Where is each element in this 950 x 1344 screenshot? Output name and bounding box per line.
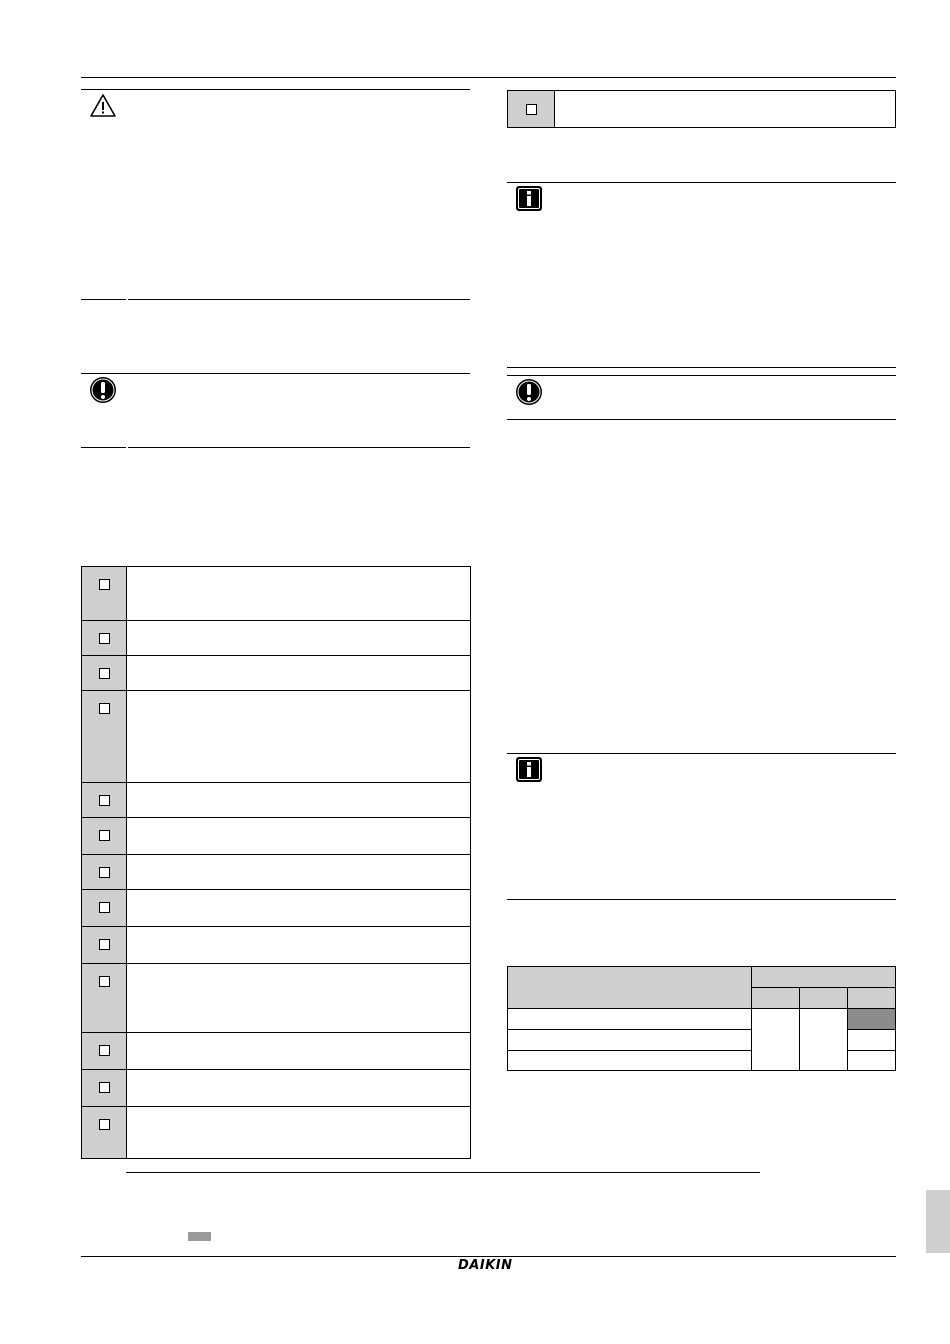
checklist-row: [82, 926, 470, 963]
table-header-group-cell: [752, 967, 895, 988]
caution-block-bottom-rule-right: [128, 447, 470, 448]
table-row-label: [508, 1051, 752, 1070]
checkbox-icon[interactable]: [99, 795, 110, 806]
caution-block-top-rule-right: [507, 375, 896, 376]
info-block-bottom-rule: [507, 367, 896, 368]
checklist-row: [82, 817, 470, 854]
info-block-bottom-rule: [507, 899, 896, 900]
table-subheader-cell: [800, 988, 848, 1009]
checklist-row: [82, 1106, 470, 1158]
checkbox-icon[interactable]: [526, 104, 537, 115]
warning-triangle-icon: [88, 93, 118, 121]
checkbox-icon[interactable]: [99, 976, 110, 987]
checkbox-icon[interactable]: [99, 703, 110, 714]
info-block-top-rule: [507, 753, 896, 754]
chapter-thumb-tab: [926, 1190, 950, 1253]
checklist-row: [82, 690, 470, 782]
caution-block-bottom-rule-left: [81, 447, 126, 448]
info-block-top-rule: [507, 182, 896, 183]
checklist-row-single: [507, 90, 896, 128]
exclamation-circle-icon: [515, 378, 543, 406]
checkbox-icon[interactable]: [99, 668, 110, 679]
warning-block-top-rule: [81, 89, 470, 90]
checklist-row: [82, 782, 470, 817]
header-rule: [81, 77, 896, 78]
info-icon: [515, 185, 543, 212]
footer-rule: [81, 1256, 896, 1257]
table-cell: [848, 1030, 895, 1051]
revision-marker: [188, 1232, 211, 1241]
checkbox-icon[interactable]: [99, 579, 110, 590]
warning-block-bottom-rule-left: [81, 299, 126, 300]
table-header-cell: [508, 967, 752, 1009]
caution-block-top-rule: [81, 373, 470, 374]
checklist-row: [82, 620, 470, 655]
table-subheader-cell: [848, 988, 895, 1009]
checkbox-icon[interactable]: [99, 633, 110, 644]
checklist-row: [82, 854, 470, 889]
checklist-row: [82, 1032, 470, 1069]
table-merged-cell: [752, 1009, 800, 1070]
info-icon: [515, 756, 543, 783]
table-subheader-cell: [752, 988, 800, 1009]
table-row-label: [508, 1030, 752, 1051]
checklist-row: [82, 1069, 470, 1106]
checklist-row: [82, 567, 470, 620]
checkbox-icon[interactable]: [99, 939, 110, 950]
table-row-label: [508, 1009, 752, 1030]
specification-table: [507, 966, 896, 1071]
checklist-row: [82, 655, 470, 690]
checklist-row: [82, 963, 470, 1032]
checkbox-icon[interactable]: [99, 867, 110, 878]
checkbox-icon[interactable]: [99, 1045, 110, 1056]
caution-block-bottom-rule-right: [507, 419, 896, 420]
checkbox-icon[interactable]: [99, 830, 110, 841]
checkbox-icon[interactable]: [99, 1119, 110, 1130]
warning-block-bottom-rule-right: [128, 299, 470, 300]
exclamation-circle-icon: [89, 376, 117, 404]
table-merged-cell: [800, 1009, 848, 1070]
checkbox-icon[interactable]: [99, 902, 110, 913]
daikin-logo: DAIKIN: [458, 1258, 513, 1273]
table-cell-highlighted: [848, 1009, 895, 1030]
installation-checklist: [81, 566, 471, 1159]
checklist-row: [82, 889, 470, 926]
checkbox-icon[interactable]: [99, 1082, 110, 1093]
footnote-rule: [126, 1172, 760, 1173]
table-cell: [848, 1051, 895, 1070]
